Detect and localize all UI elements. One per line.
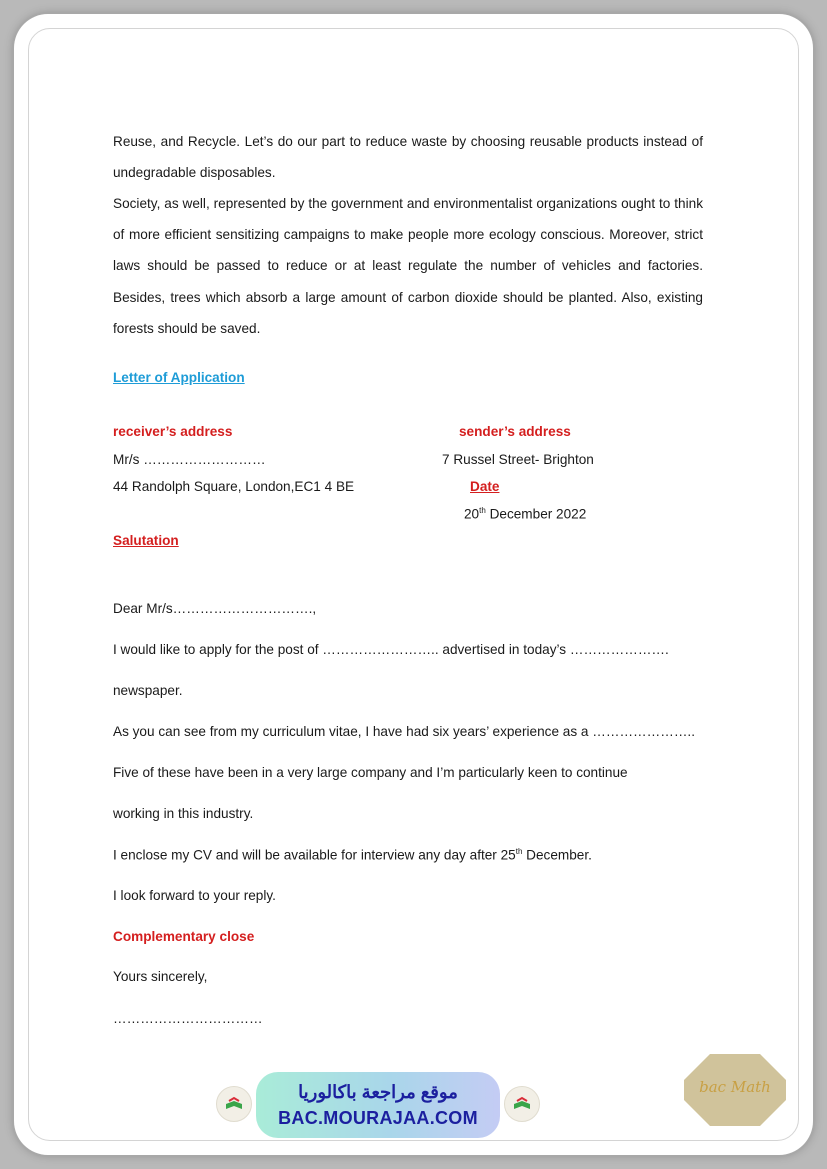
receiver-name: Mr/s ……………………… <box>113 452 266 467</box>
body-line-2: newspaper. <box>113 683 183 698</box>
document-page <box>14 14 813 1155</box>
salutation-label: Salutation <box>113 533 179 548</box>
sender-street: 7 Russel Street- Brighton <box>442 452 594 467</box>
greeting: Dear Mr/s…………………………., <box>113 601 317 616</box>
essay-paragraph-2: Society, as well, represented by the government and environmentalist organizations ought to think of more efficient sensitizing campaigns to make people more ecology conscious. Moreover, strict laws should be passed to reduce or at least regulate the number of vehicles and factories. Besides, trees which absorb a large amount of carbon dioxide should be planted. Also, existing forests should be saved. <box>113 196 703 336</box>
body-line-4: Five of these have been in a very large company and I’m particularly keen to continue <box>113 765 628 780</box>
sender-address-label: sender’s address <box>459 424 571 439</box>
banner-arabic-title: موقع مراجعة باكالوريا <box>298 1082 458 1102</box>
site-banner[interactable] <box>256 1072 500 1138</box>
body-line-6-suffix: th <box>515 847 523 856</box>
date-label: Date <box>470 479 500 494</box>
date-day: 20 <box>464 506 480 522</box>
closing: Yours sincerely, <box>113 969 208 984</box>
banner-url[interactable]: BAC.MOURAJAA.COM <box>278 1108 478 1128</box>
letter-title: Letter of Application <box>113 370 245 385</box>
book-icon <box>217 1087 251 1121</box>
site-logo-left <box>216 1086 252 1122</box>
site-logo-right <box>504 1086 540 1122</box>
signature-line: …………………………… <box>113 1011 263 1026</box>
badge-text: bac Math <box>699 1078 771 1096</box>
receiver-address-label: receiver’s address <box>113 424 233 439</box>
date-suffix: th <box>479 506 486 515</box>
body-line-6-end: December. <box>522 847 592 863</box>
receiver-address: 44 Randolph Square, London,EC1 4 BE <box>113 479 355 494</box>
body-line-5: working in this industry. <box>113 806 254 821</box>
body-line-6-start: I enclose my CV and will be available for interview any day after 25 <box>113 847 516 863</box>
body-line-6 <box>113 847 592 863</box>
book-icon <box>505 1087 539 1121</box>
body-line-7: I look forward to your reply. <box>113 888 276 903</box>
body-line-1: I would like to apply for the post of …………………….. advertised in today’s …………………. <box>113 642 669 657</box>
essay-paragraph-1: Reuse, and Recycle. Let’s do our part to reduce waste by choosing reusable products instead of undegradable disposables. <box>113 134 703 181</box>
complementary-close-label: Complementary close <box>113 929 255 944</box>
letter-date <box>464 506 586 522</box>
date-month-year: December 2022 <box>485 506 587 522</box>
body-line-3: As you can see from my curriculum vitae, I have had six years’ experience as a ………………….. <box>113 724 695 739</box>
